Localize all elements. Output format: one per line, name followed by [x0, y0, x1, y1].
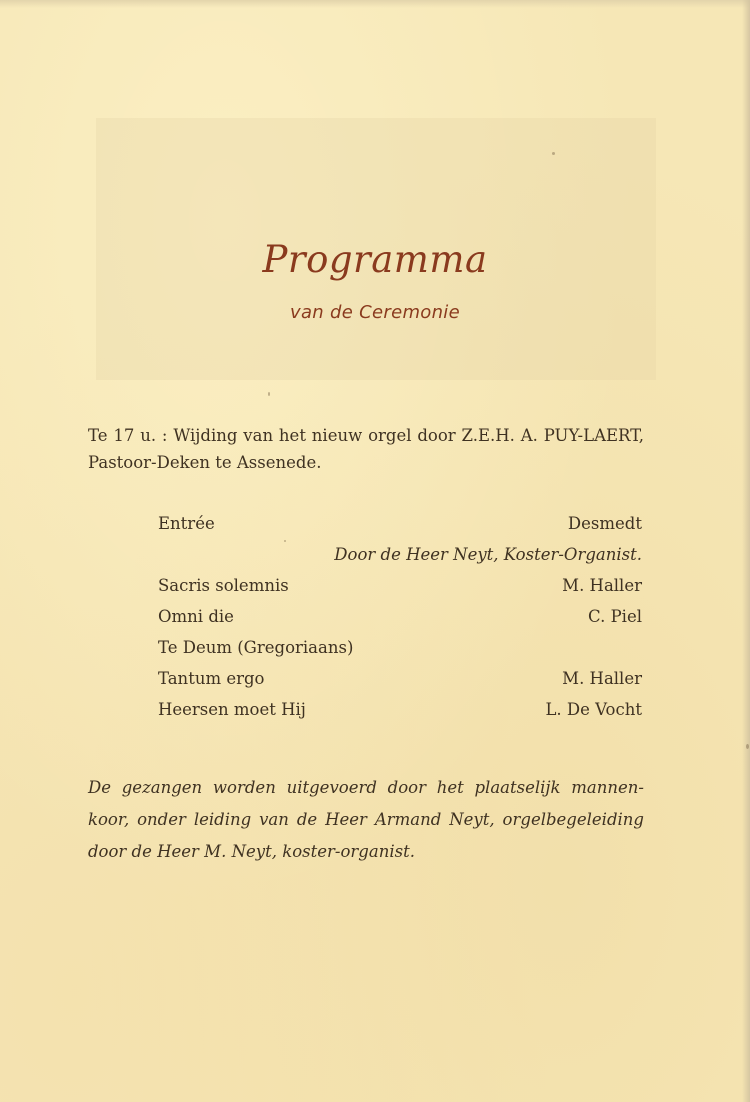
composer-name: Desmedt [567, 514, 642, 533]
program-row [158, 572, 642, 603]
piece-title: Omni die [158, 607, 234, 626]
program-row [158, 665, 642, 696]
page-title: Programma [262, 238, 488, 281]
program-row [158, 510, 642, 541]
closing-paragraph: De gezangen worden uitgevoerd door het plaatselijk mannen-koor, onder leiding van de Heer Armand Neyt, orgelbegeleiding door de Heer M. Neyt, koster-organist. [88, 778, 644, 861]
performer-note: Door de Heer Neyt, Koster-Organist. [334, 545, 642, 564]
piece-title: Tantum ergo [158, 669, 265, 688]
program-row [158, 603, 642, 634]
composer-name: C. Piel [588, 607, 642, 626]
paper-top-edge [0, 0, 750, 8]
paper-right-edge [742, 0, 750, 1102]
page-subtitle: van de Ceremonie [290, 302, 460, 323]
program-row [158, 696, 642, 727]
paper-speck [268, 392, 270, 396]
piece-title: Heersen moet Hij [158, 700, 306, 719]
piece-title: Entrée [158, 514, 215, 533]
program-row [158, 634, 642, 665]
intro-paragraph: Te 17 u. : Wijding van het nieuw orgel door Z.E.H. A. PUY-LAERT, Pastoor-Deken te Assenede. [88, 426, 644, 472]
composer-name: M. Haller [562, 669, 642, 688]
paper-speck [746, 744, 749, 749]
piece-title: Te Deum (Gregoriaans) [158, 638, 354, 657]
composer-name: L. De Vocht [545, 700, 642, 719]
paper-speck [552, 152, 555, 155]
piece-title: Sacris solemnis [158, 576, 289, 595]
composer-name: M. Haller [562, 576, 642, 595]
program-list [158, 510, 642, 727]
